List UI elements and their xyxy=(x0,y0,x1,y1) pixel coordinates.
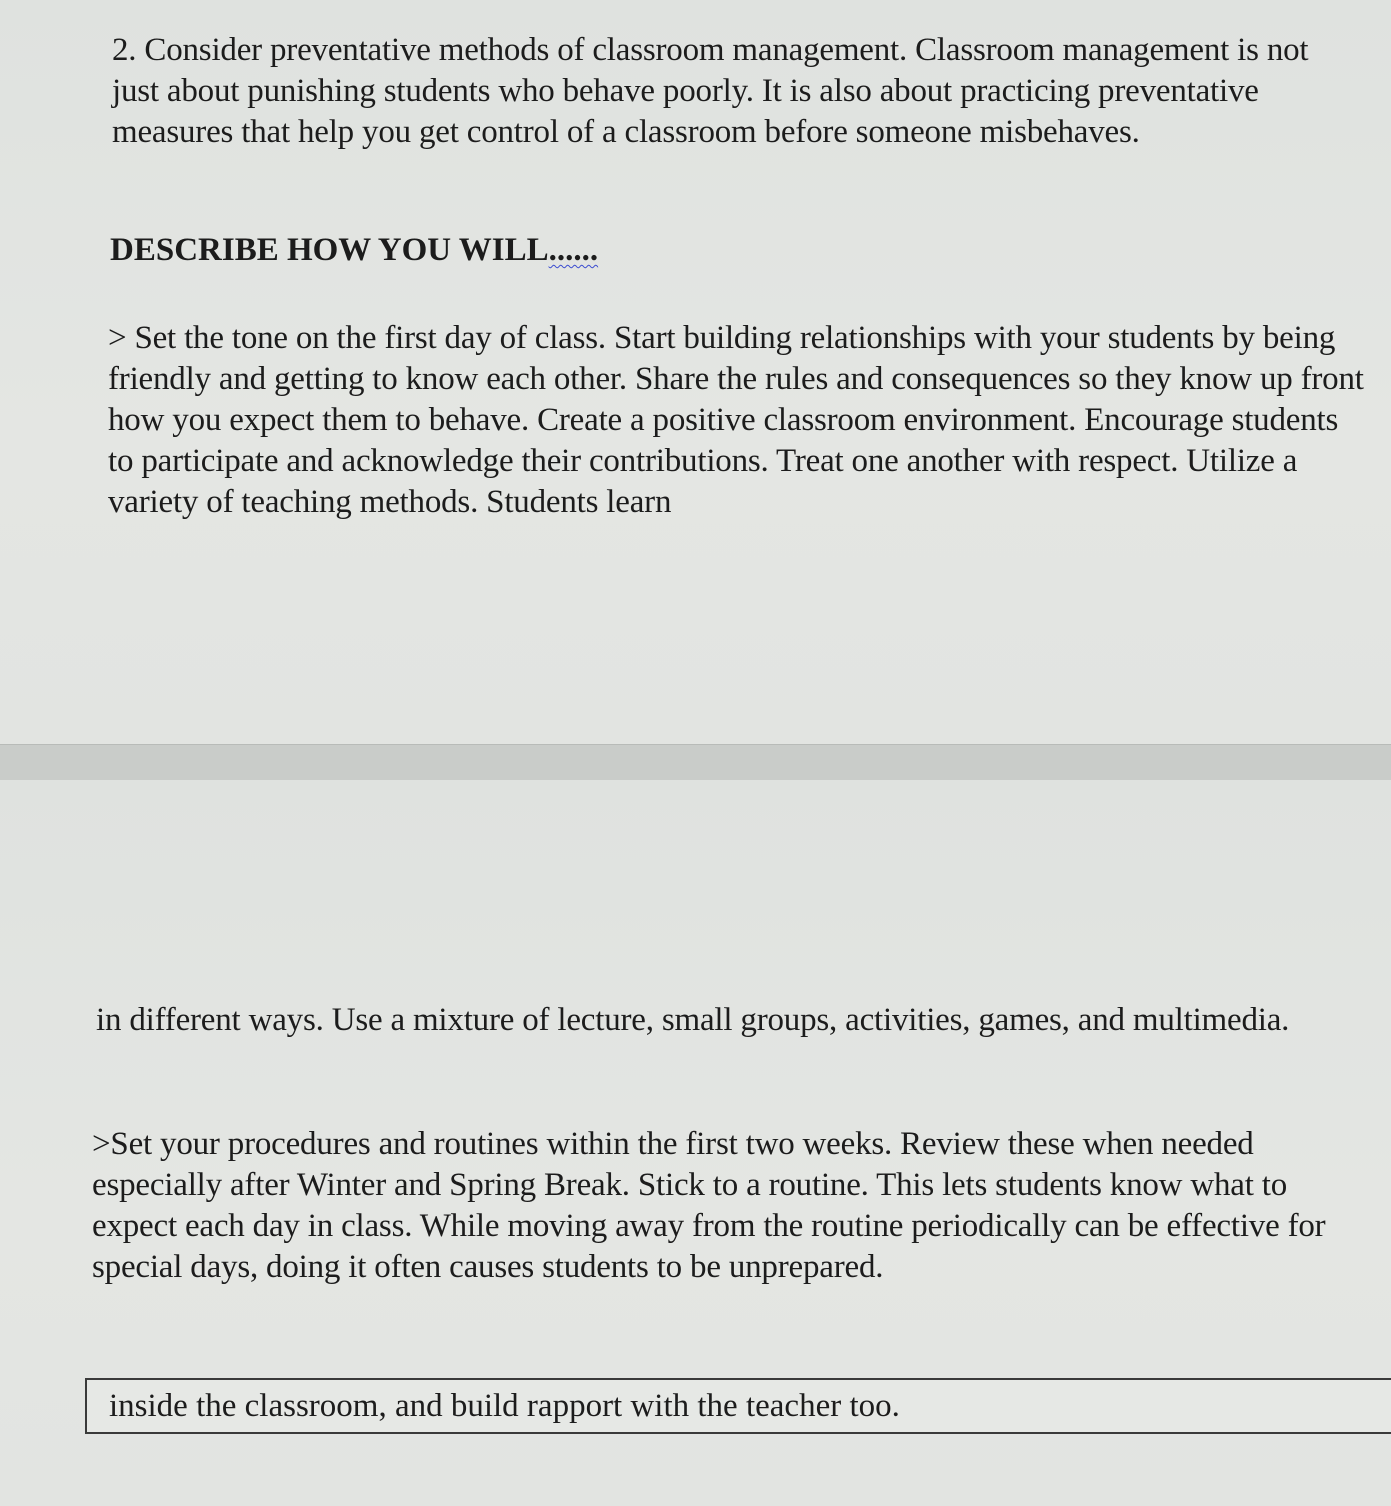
answer-paragraph-1: > Set the tone on the first day of class. Start building relationships with your students by being friendly and getting to know each other. Share the rules and consequences so they know up front how you expect them to behave. Create a positive classroom environment. Encourage students to participate and acknowledge their contributions. Treat one another with respect. Utilize a variety of teaching methods. Students learn xyxy=(108,320,1364,520)
answer-paragraph-1-continued: in different ways. Use a mixture of lecture, small groups, activities, games, and multimedia. xyxy=(96,1002,1290,1038)
text-input-value: inside the classroom, and build rapport with the teacher too. xyxy=(109,1388,900,1424)
heading-label: DESCRIBE HOW YOU WILL xyxy=(110,232,549,268)
heading-dots: ...... xyxy=(548,232,599,268)
page-separator xyxy=(0,744,1391,782)
section-heading xyxy=(110,232,598,269)
question-text: 2. Consider preventative methods of classroom management. Classroom management is not just about punishing students who behave poorly. It is also about practicing preventative measures that help you get control of a classroom before someone misbehaves. xyxy=(112,32,1309,150)
text-input-box[interactable] xyxy=(85,1378,1391,1434)
answer-paragraph-2: >Set your procedures and routines within the first two weeks. Review these when needed especially after Winter and Spring Break. Stick to a routine. This lets students know what to expect each day in class. While moving away from the routine periodically can be effective for special days, doing it often causes students to be unprepared. xyxy=(92,1126,1326,1285)
document-page-top xyxy=(0,0,1391,744)
